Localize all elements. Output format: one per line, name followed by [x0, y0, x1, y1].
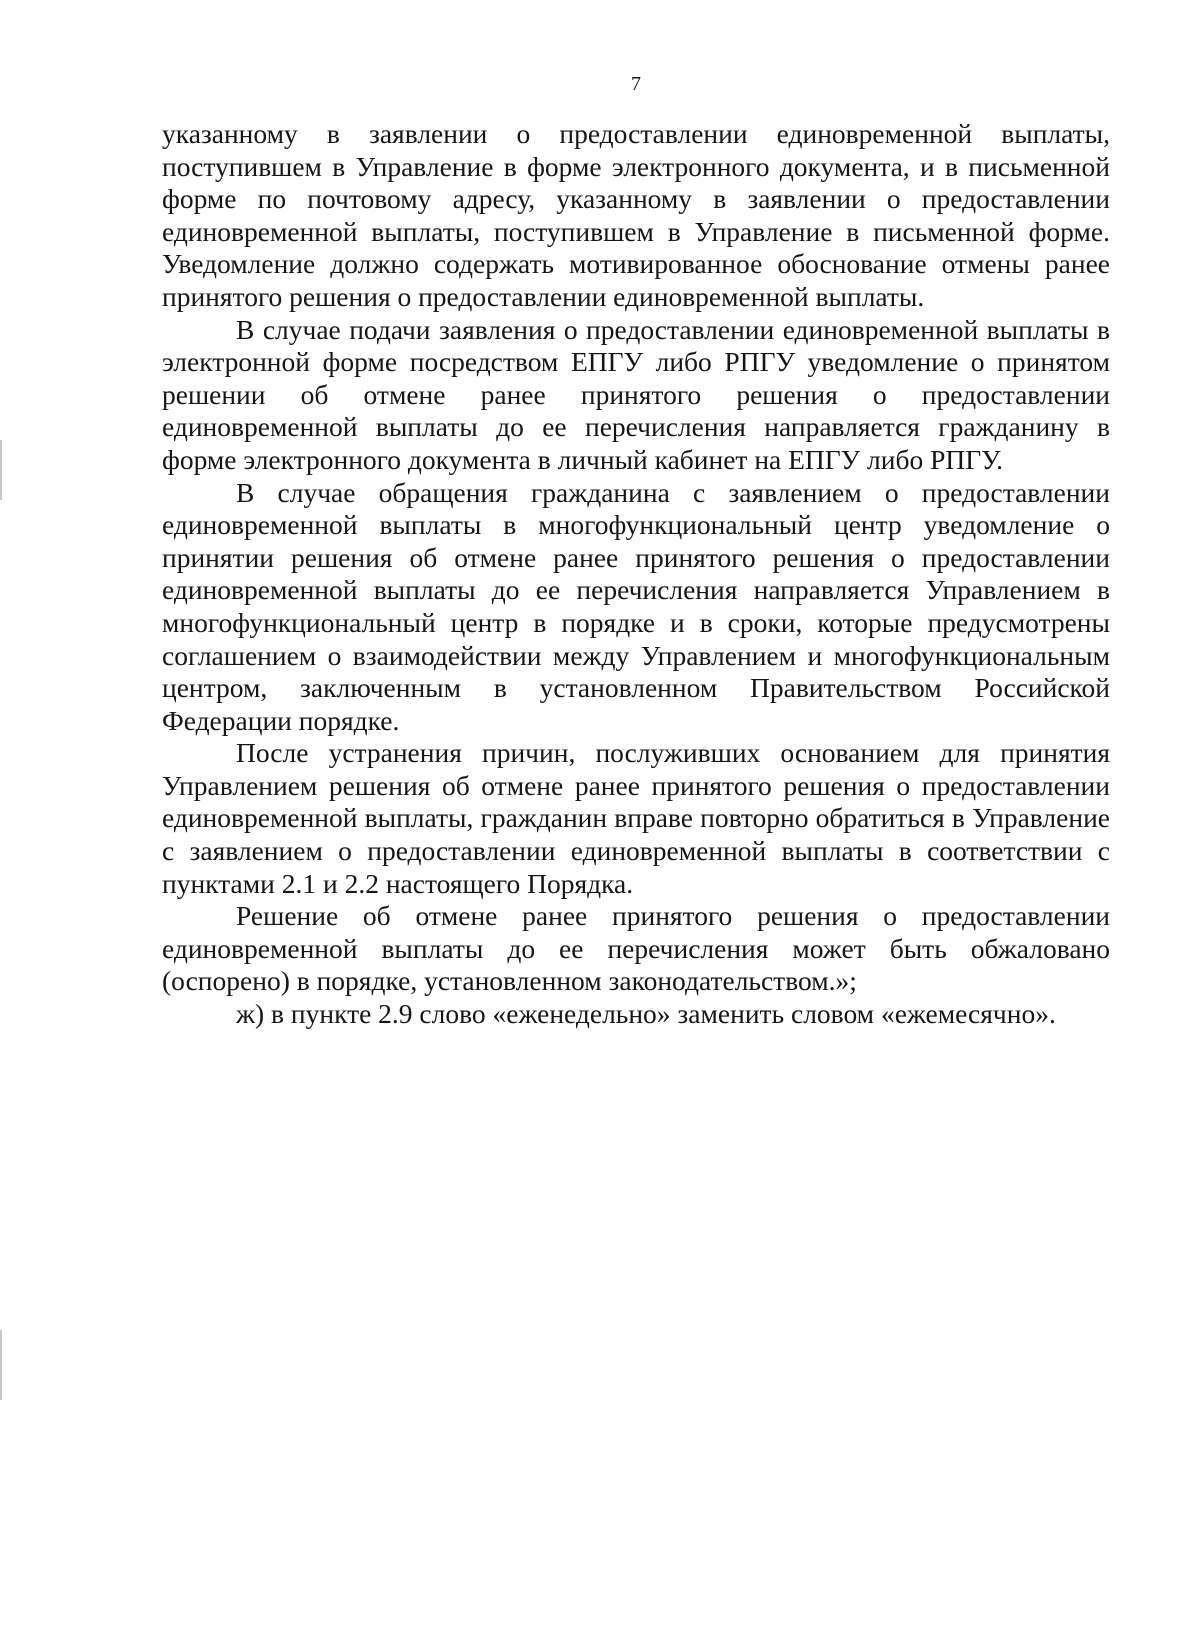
- paragraph: Решение об отмене ранее принятого решения о предоставлении единовременной выплаты до ее перечисления может быть обжаловано (оспорено) в порядке, установленном законодательством.»;: [162, 900, 1110, 997]
- paragraph: В случае подачи заявления о предоставлении единовременной выплаты в электронной форме посредством ЕПГУ либо РПГУ уведомление о принятом решении об отмене ранее принятого решения о предоставлении единовременной выплаты до ее перечисления направляется гражданину в форме электронного документа в личный кабинет на ЕПГУ либо РПГУ.: [162, 313, 1110, 475]
- paragraph: После устранения причин, послуживших основанием для принятия Управлением решения об отмене ранее принятого решения о предоставлении единовременной выплаты, гражданин вправе повторно обратиться в Управление с заявлением о предоставлении единовременной выплаты в соответствии с пунктами 2.1 и 2.2 настоящего Порядка.: [162, 737, 1110, 899]
- scan-edge-mark: [0, 440, 2, 500]
- scan-edge-mark: [0, 1330, 2, 1400]
- page-number: 7: [631, 73, 641, 95]
- paragraph-continuation: указанному в заявлении о предоставлении единовременной выплаты, поступившем в Управление в форме электронного документа, и в письменной форме по почтовому адресу, указанному в заявлении о предоставлении единовременной выплаты, поступившем в Управление в письменной форме. Уведомление должно содержать мотивированное обоснование отмены ранее принятого решения о предоставлении единовременной выплаты.: [162, 118, 1110, 312]
- document-body: [162, 118, 1110, 1031]
- paragraph: ж) в пункте 2.9 слово «еженедельно» заменить словом «ежемесячно».: [236, 998, 1056, 1030]
- paragraph: В случае обращения гражданина с заявлением о предоставлении единовременной выплаты в многофункциональный центр уведомление о принятии решения об отмене ранее принятого решения о предоставлении единовременной выплаты до ее перечисления направляется Управлением в многофункциональный центр в порядке и в сроки, которые предусмотрены соглашением о взаимодействии между Управлением и многофункциональным центром, заключенным в установленном Правительством Российской Федерации порядке.: [162, 476, 1110, 736]
